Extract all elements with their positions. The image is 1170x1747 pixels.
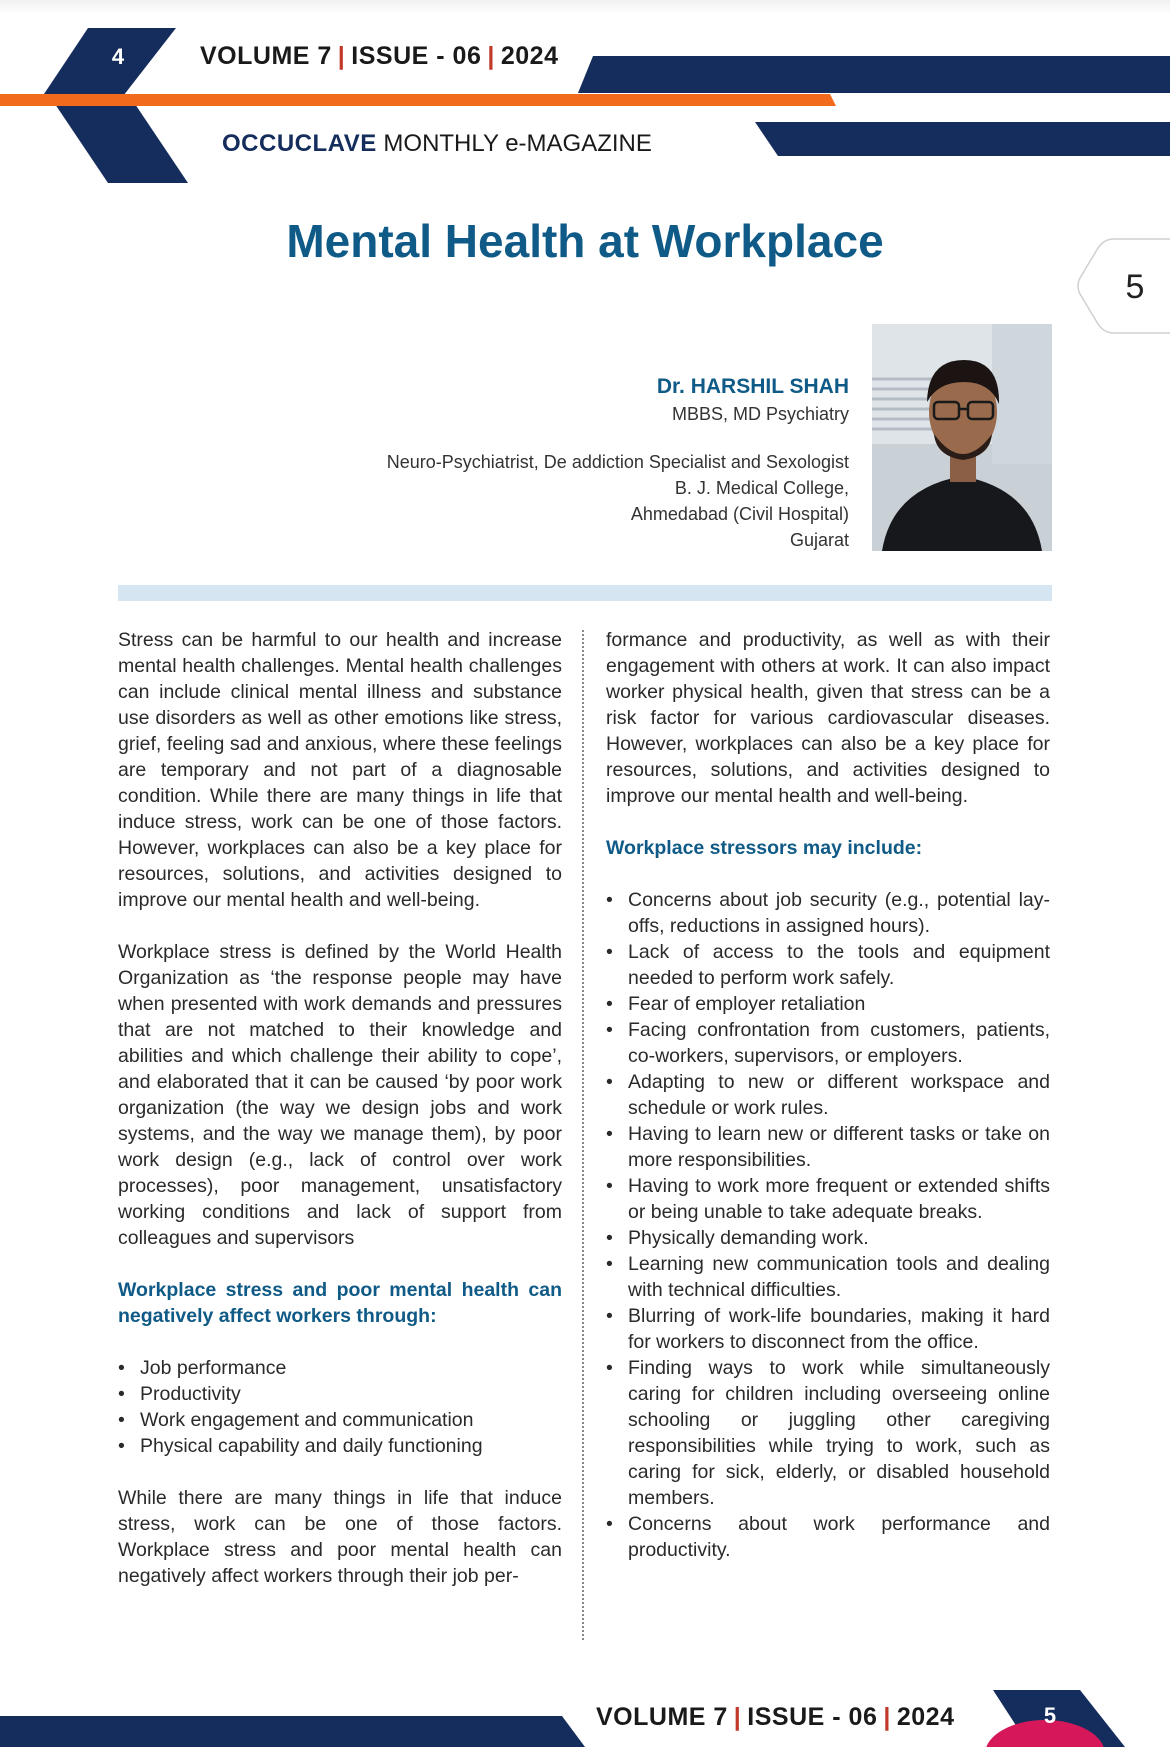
header-issue: ISSUE - 06 [351, 42, 482, 70]
list-item: • Physical capability and daily functioning [118, 1435, 483, 1457]
section-divider [118, 585, 1052, 601]
footer-issue: ISSUE - 06 [747, 1703, 878, 1731]
list-item: • Concerns about job security (e.g., potential lay-offs, reductions in assigned hours). [606, 889, 1050, 937]
left-paragraph-1: Stress can be harmful to our health and increase mental health challenges. Mental health challenges can include clinical mental illness and substance use disorders as well as other emotions like stress, grief, feeling sad and anxious, where these feelings are temporary and not part of a diagnosable condition. While there are many things in life that induce stress, work can be one of those factors. However, workplaces can also be a key place for resources, solutions, and activities designed to improve our mental health and well-being. [118, 629, 562, 911]
article-title: Mental Health at Workplace [286, 215, 884, 267]
bullet-icon: • [606, 1175, 613, 1197]
bullet-icon: • [606, 1253, 613, 1275]
bullet-icon: • [606, 1227, 613, 1249]
column-separator [582, 630, 584, 1640]
author-photo [872, 324, 1052, 551]
bullet-icon: • [606, 941, 613, 963]
bullet-icon: • [606, 1019, 613, 1041]
bullet-icon: • [606, 1513, 613, 1535]
list-item: • Having to learn new or different tasks or take on more responsibilities. [606, 1123, 1050, 1171]
bullet-icon: • [606, 993, 613, 1015]
bullet-icon: • [118, 1409, 125, 1431]
author-degree: MBBS, MD Psychiatry [671, 404, 849, 424]
author-role: Neuro-Psychiatrist, De addiction Specialist and Sexologist [386, 452, 849, 472]
brand-name: OCCUCLAVE [222, 130, 377, 157]
list-item: • Productivity [118, 1383, 241, 1405]
magazine-name [222, 130, 652, 158]
list-item: • Learning new communication tools and dealing with technical difficulties. [606, 1253, 1050, 1301]
author-city: Ahmedabad (Civil Hospital) [630, 504, 849, 524]
list-item: • Physically demanding work. [606, 1227, 869, 1249]
header-banner [0, 0, 1170, 190]
magazine-subtitle: MONTHLY e-MAGAZINE [383, 130, 652, 157]
bullet-icon: • [606, 1357, 613, 1379]
header-year: 2024 [500, 42, 559, 70]
list-item: • Facing confrontation from customers, patients, co-workers, supervisors, or employers. [606, 1019, 1050, 1067]
bullet-icon: • [606, 1123, 613, 1145]
list-item: • Job performance [118, 1357, 287, 1379]
header-sep-1: | [337, 42, 346, 70]
bullet-icon: • [606, 889, 613, 911]
footer-volume: VOLUME 7 [596, 1703, 728, 1731]
stressors-list [606, 887, 1050, 1563]
header-volume: VOLUME 7 [200, 42, 332, 70]
footer-sep-2: | [883, 1703, 891, 1731]
bullet-icon: • [606, 1305, 613, 1327]
footer-navy-left [0, 1716, 585, 1747]
list-item: • Finding ways to work while simultaneously caring for children including overseeing online schooling or juggling other caregiving responsibilities while trying to work, such as caring for sick, elderly, or disabled household members. [606, 1357, 1050, 1509]
list-item: • Having to work more frequent or extended shifts or being unable to take adequate breaks. [606, 1175, 1050, 1223]
footer-sep-1: | [733, 1703, 742, 1731]
left-paragraph-3: While there are many things in life that induce stress, work can be one of those factors. Workplace stress and poor mental health can negatively affect workers through their job per- [118, 1487, 562, 1587]
right-column [606, 627, 1050, 1589]
author-block [387, 374, 849, 553]
footer-volume-line [596, 1703, 954, 1732]
header-navy-bottom-left [55, 104, 188, 183]
header-navy-top-right [578, 56, 1170, 93]
list-item: • Work engagement and communication [118, 1409, 474, 1431]
author-state: Gujarat [789, 530, 849, 550]
bullet-icon: • [606, 1071, 613, 1093]
list-item: • Blurring of work-life boundaries, making it hard for workers to disconnect from the office. [606, 1305, 1050, 1353]
header-page-number: 4 [111, 44, 125, 69]
footer-banner [0, 1690, 1170, 1747]
right-subheading: Workplace stressors may include: [606, 837, 923, 859]
list-item: • Adapting to new or different workspace and schedule or work rules. [606, 1071, 1050, 1119]
bullet-icon: • [118, 1435, 125, 1457]
author-name: Dr. HARSHIL SHAH [656, 375, 849, 398]
right-paragraph-1: formance and productivity, as well as with their engagement with others at work. It can also impact worker physical health, given that stress can be a risk factor for various cardiovascular diseases. However, workplaces can also be a key place for resources, solutions, and activities designed to improve our mental health and well-being. [606, 629, 1050, 807]
header-navy-bottom-right [755, 122, 1170, 156]
effects-list [118, 1355, 562, 1459]
list-item: • Lack of access to the tools and equipment needed to perform work safely. [606, 941, 1050, 989]
header-volume-line [200, 42, 558, 71]
footer-year: 2024 [896, 1703, 955, 1731]
left-paragraph-2: Workplace stress is defined by the World Health Organization as ‘the response people may have when presented with work demands and pressures that are not matched to their knowledge and abilities and which challenge their ability to cope’, and elaborated that it can be caused ‘by poor work organization (the way we design jobs and work systems, and the way we manage them), by poor work design (e.g., lack of control over work processes), poor management, unsatisfactory working conditions and lack of support from colleagues and supervisors [118, 941, 562, 1249]
side-page-number: 5 [1125, 268, 1145, 306]
header-sep-2: | [487, 42, 495, 70]
list-item: • Concerns about work performance and productivity. [606, 1513, 1050, 1561]
left-subheading: Workplace stress and poor mental health can negatively affect workers through: [118, 1279, 562, 1327]
author-gap [387, 427, 849, 449]
list-item: • Fear of employer retaliation [606, 993, 866, 1015]
bullet-icon: • [118, 1357, 125, 1379]
left-column [118, 627, 562, 1615]
author-college: B. J. Medical College, [674, 478, 849, 498]
bullet-icon: • [118, 1383, 125, 1405]
header-orange-stripe [0, 94, 836, 106]
footer-page-number: 5 [1043, 1703, 1057, 1728]
